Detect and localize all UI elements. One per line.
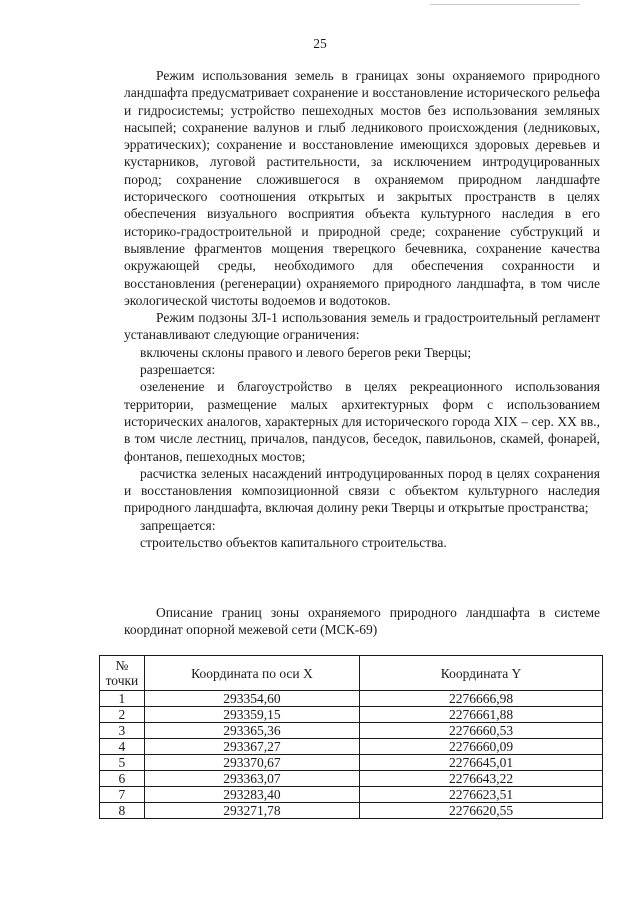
paragraph-permitted-greening: озеленение и благоустройство в целях рекреационного использования территории, размещение малых архитектурных форм с использованием исторических аналогов, характерных для исторического города XIX – сер. XX вв., в том числе лестниц, причалов, пандусов, беседок, павильонов, скамей, фонарей, фонтанов, пешеходных мостов; <box>124 379 600 464</box>
coordinate-x: 293354,60 <box>144 691 359 707</box>
coordinate-y: 2276643,22 <box>360 771 603 787</box>
point-number: 6 <box>100 771 145 787</box>
regime-text <box>124 67 600 551</box>
table-row <box>100 707 603 723</box>
coordinate-y: 2276661,88 <box>360 707 603 723</box>
top-divider <box>430 4 580 5</box>
table-caption-text: Описание границ зоны охраняемого природного ландшафта в системе координат опорной межевой сети (МСК-69) <box>124 605 600 638</box>
table-header-row <box>100 656 603 691</box>
coordinate-x: 293359,15 <box>144 707 359 723</box>
coordinate-y: 2276660,09 <box>360 739 603 755</box>
coordinate-y: 2276660,53 <box>360 723 603 739</box>
table-row <box>100 771 603 787</box>
table-row <box>100 787 603 803</box>
coordinates-table <box>99 655 603 819</box>
point-number: 3 <box>100 723 145 739</box>
header-point-number: № точки <box>100 656 145 691</box>
paragraph-permitted-heading: разрешается: <box>140 362 216 378</box>
table-row <box>100 691 603 707</box>
coordinate-x: 293271,78 <box>144 803 359 819</box>
coordinate-x: 293370,67 <box>144 755 359 771</box>
coordinate-y: 2276620,55 <box>360 803 603 819</box>
table-row <box>100 723 603 739</box>
table-row <box>100 755 603 771</box>
paragraph-subzone-regime: Режим подзоны ЗЛ-1 использования земель и градостроительный регламент устанавливают следующие ограничения: <box>124 310 600 343</box>
coordinate-y: 2276666,98 <box>360 691 603 707</box>
table-caption <box>124 604 600 639</box>
header-coordinate-x: Координата по оси X <box>144 656 359 691</box>
paragraph-prohibited-heading: запрещается: <box>140 517 216 533</box>
point-number: 7 <box>100 787 145 803</box>
table-row <box>100 739 603 755</box>
point-number: 5 <box>100 755 145 771</box>
paragraph-prohibited-construction: строительство объектов капитального строительства. <box>140 535 447 551</box>
point-number: 8 <box>100 803 145 819</box>
paragraph-permitted-clearing: расчистка зеленых насаждений интродуцированных пород в целях сохранения и восстановления композиционной связи с объектом культурного наследия природного ландшафта, включая долину реки Тверцы и открытые пространства; <box>124 465 600 516</box>
coordinate-x: 293367,27 <box>144 739 359 755</box>
page-number: 25 <box>313 36 327 51</box>
paragraph-included-slopes: включены склоны правого и левого берегов реки Тверцы; <box>140 344 472 360</box>
coordinate-x: 293283,40 <box>144 787 359 803</box>
table-row <box>100 803 603 819</box>
point-number: 1 <box>100 691 145 707</box>
paragraph-landscape-regime: Режим использования земель в границах зоны охраняемого природного ландшафта предусматривает сохранение и восстановление исторического рельефа и гидросистемы; устройство пешеходных мостов без использования земляных насыпей; сохранение валунов и глыб ледникового происхождения (ледниковых, эрратических); сохранение и восстановление имеющихся здоровых деревьев и кустарников, луговой растительности, за исключением интродуцированных пород; сохранение сложившегося в охраняемом природном ландшафте исторического соотношения открытых и закрытых пространств в целях обеспечения визуального восприятия объекта культурного наследия в его историко-градостроительной и природной среде; сохранение субструкций и выявление фрагментов мощения тверецкого бечевника, сохранение качества окружающей среды, необходимого для обеспечения сохранности и восстановления (регенерации) охраняемого природного ландшафта, в том числе экологической чистоты водоемов и водотоков. <box>124 68 600 308</box>
point-number: 2 <box>100 707 145 723</box>
header-coordinate-y: Координата Y <box>360 656 603 691</box>
coordinate-x: 293363,07 <box>144 771 359 787</box>
coordinate-y: 2276645,01 <box>360 755 603 771</box>
coordinate-y: 2276623,51 <box>360 787 603 803</box>
coordinate-x: 293365,36 <box>144 723 359 739</box>
point-number: 4 <box>100 739 145 755</box>
